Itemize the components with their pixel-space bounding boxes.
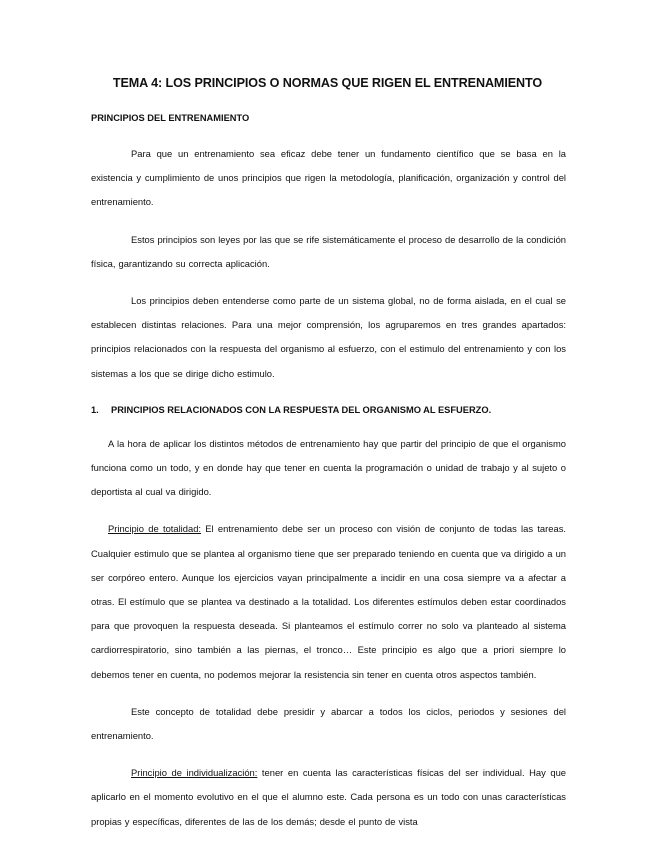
- principle-individualization-label: Principio de individualización:: [131, 767, 258, 779]
- section-1-heading: [91, 398, 566, 422]
- principle-totality-label: Principio de totalidad:: [108, 523, 202, 535]
- paragraph-5: [91, 517, 566, 686]
- paragraph-7: [91, 761, 566, 834]
- section-1-title: PRINCIPIOS RELACIONADOS CON LA RESPUESTA DEL ORGANISMO AL ESFUERZO.: [111, 404, 492, 415]
- section-1-number: 1.: [91, 404, 99, 415]
- paragraph-2: Estos principios son leyes por las que se rife sistemáticamente el proceso de desarrollo de la condición física, garantizando su correcta aplicación.: [91, 233, 566, 269]
- principle-individualization-text: tener en cuenta las características físicas del ser individual. Hay que aplicarlo en el momento evolutivo en el que el alumno este. Cada persona es un todo con unas características propias y específicas, diferentes de las de los demás; desde el punto de vista: [91, 767, 566, 827]
- paragraph-4: A la hora de aplicar los distintos métodos de entrenamiento hay que partir del principio de que el organismo funciona como un todo, y en donde hay que tener en cuenta la programación o unidad de trabajo y al sujeto o deportista al cual va dirigido.: [91, 437, 566, 498]
- paragraph-1: Para que un entrenamiento sea eficaz debe tener un fundamento científico que se basa en la existencia y cumplimiento de unos principios que rigen la metodología, planificación, organización y control del entrenamiento.: [91, 148, 566, 208]
- principle-totality-text: El entrenamiento debe ser un proceso con visión de conjunto de todas las tareas. Cualquier estimulo que se plantea al organismo tiene que ser preparado teniendo en cuenta que va dirigido a un ser corpóreo entero. Aunque los ejercicios vayan principalmente a incidir en una cosa siempre va a afectar a otras. El estímulo que se plantea va destinado a la totalidad. Los diferentes estímulos deben estar coordinados para que provoquen la respuesta deseada. Si planteamos el estímulo correr no solo va planteado al sistema cardiorrespiratorio, sino también a las piernas, el tronco… Este principio es algo que a priori siempre lo debemos tener en cuenta, no podemos mejorar la resistencia sin tener en cuenta otros aspectos también.: [91, 523, 566, 680]
- paragraph-6: Este concepto de totalidad debe presidir y abarcar a todos los ciclos, periodos y sesiones del entrenamiento.: [91, 705, 566, 742]
- document-body: [91, 142, 566, 847]
- paragraph-3: Los principios deben entenderse como parte de un sistema global, no de forma aislada, en el cual se establecen distintas relaciones. Para una mejor comprensión, los agruparemos en tres grandes apartados: principios relacionados con la respuesta del organismo al esfuerzo, con el estimulo del entrenamiento y con los sistemas a los que se dirige dicho estimulo.: [91, 295, 566, 379]
- page-title: TEMA 4: LOS PRINCIPIOS O NORMAS QUE RIGEN EL ENTRENAMIENTO: [112, 76, 543, 90]
- section-subtitle: PRINCIPIOS DEL ENTRENAMIENTO: [91, 113, 250, 123]
